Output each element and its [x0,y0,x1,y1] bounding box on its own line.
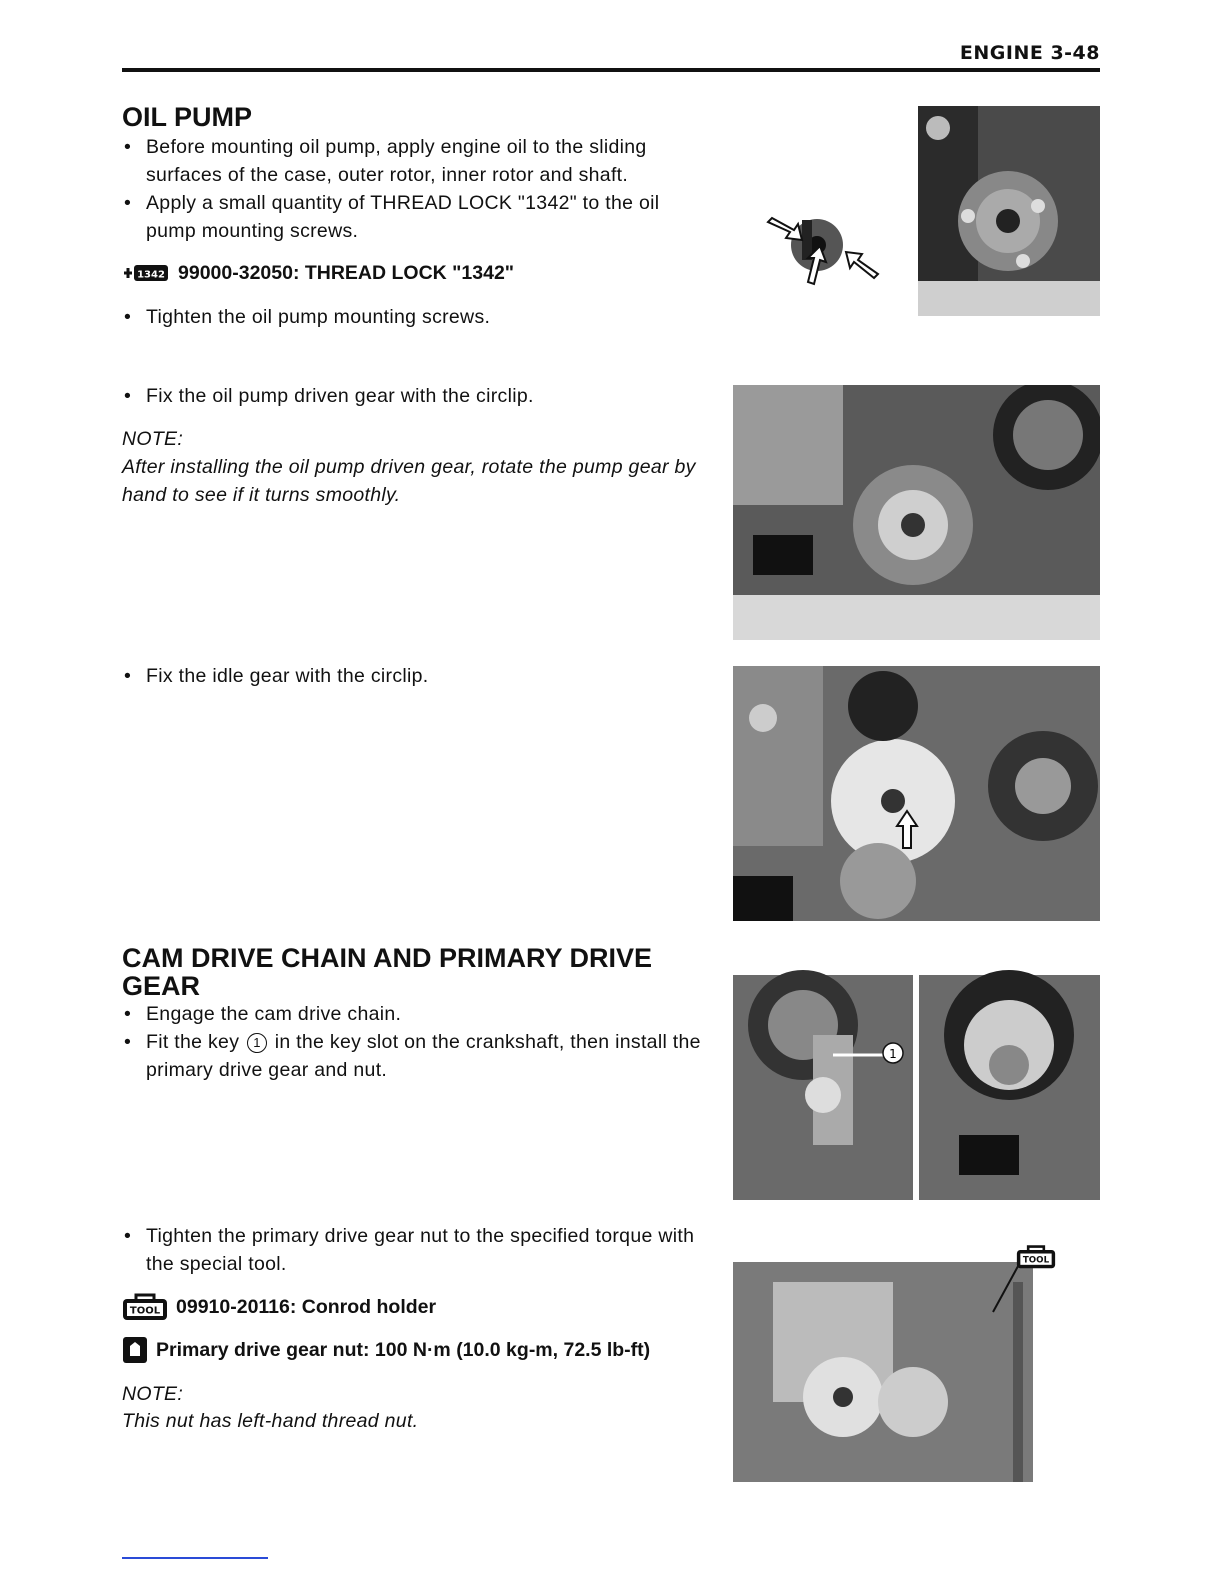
svg-text:1: 1 [889,1047,897,1061]
thread-lock-icon [122,262,170,284]
note-heading: NOTE: [122,428,184,450]
list-item: • Fit the key 1 in the key slot on the crankshaft, then install the primary drive gear and nut. [122,1028,702,1084]
bullet-dot: • [124,1225,132,1247]
footer-rule [122,1557,268,1559]
list-item: • Before mounting oil pump, apply engine oil to the sliding surfaces of the case, outer rotor, inner rotor and shaft. [122,133,702,189]
tool-icon [122,1292,168,1322]
page-title: ENGINE 3-48 [959,42,1100,64]
torque-spec: Primary drive gear nut: 100 N·m (10.0 kg-m, 72.5 lb-ft) [122,1336,650,1364]
photo-cam-chain-key [733,945,913,1200]
bullet-dot: • [124,306,132,328]
bullet-dot: • [124,136,132,158]
torque-wrench-icon [122,1336,148,1364]
note-text: After installing the oil pump driven gear, rotate the pump gear by hand to see if it turns smoothly. [122,456,696,506]
thread-lock-spec: 1342 99000-32050: THREAD LOCK "1342" [122,260,514,286]
section-title-oil-pump: OIL PUMP [122,102,253,132]
photo-idle-gear [733,666,1100,921]
list-item: • Tighten the primary drive gear nut to the specified torque with the special tool. [122,1222,702,1278]
page-header [122,42,1100,72]
bullet-dot: • [124,192,132,214]
list-item: • Fix the oil pump driven gear with the circlip. [122,382,702,410]
section-title-cam-drive: CAM DRIVE CHAIN AND PRIMARY DRIVE GEAR [122,943,653,1001]
note-heading: NOTE: [122,1383,184,1405]
svg-text:TOOL: TOOL [129,1305,161,1317]
tool-spec: TOOL 09910-20116: Conrod holder [122,1292,436,1322]
list-item: • Apply a small quantity of THREAD LOCK "1342" to the oil pump mounting screws. [122,189,702,245]
list-item: • Fix the idle gear with the circlip. [122,662,702,690]
list-item: • Engage the cam drive chain. [122,1000,702,1028]
tool-icon [1016,1243,1056,1271]
photo-oil-pump [918,106,1100,316]
bullet-dot: • [124,1003,132,1025]
key-callout: 1 [247,1033,267,1053]
photo-conrod-holder [733,1222,1040,1482]
bullet-dot: • [124,1031,132,1053]
bullet-dot: • [124,665,132,687]
svg-text:TOOL: TOOL [1022,1255,1050,1266]
svg-text:1342: 1342 [137,269,165,281]
oil-pump-illustration [762,190,902,300]
bullet-dot: • [124,385,132,407]
photo-primary-gear [919,945,1100,1200]
note-text: This nut has left-hand thread nut. [122,1410,419,1432]
list-item: • Tighten the oil pump mounting screws. [122,303,702,331]
photo-driven-gear [733,385,1100,640]
